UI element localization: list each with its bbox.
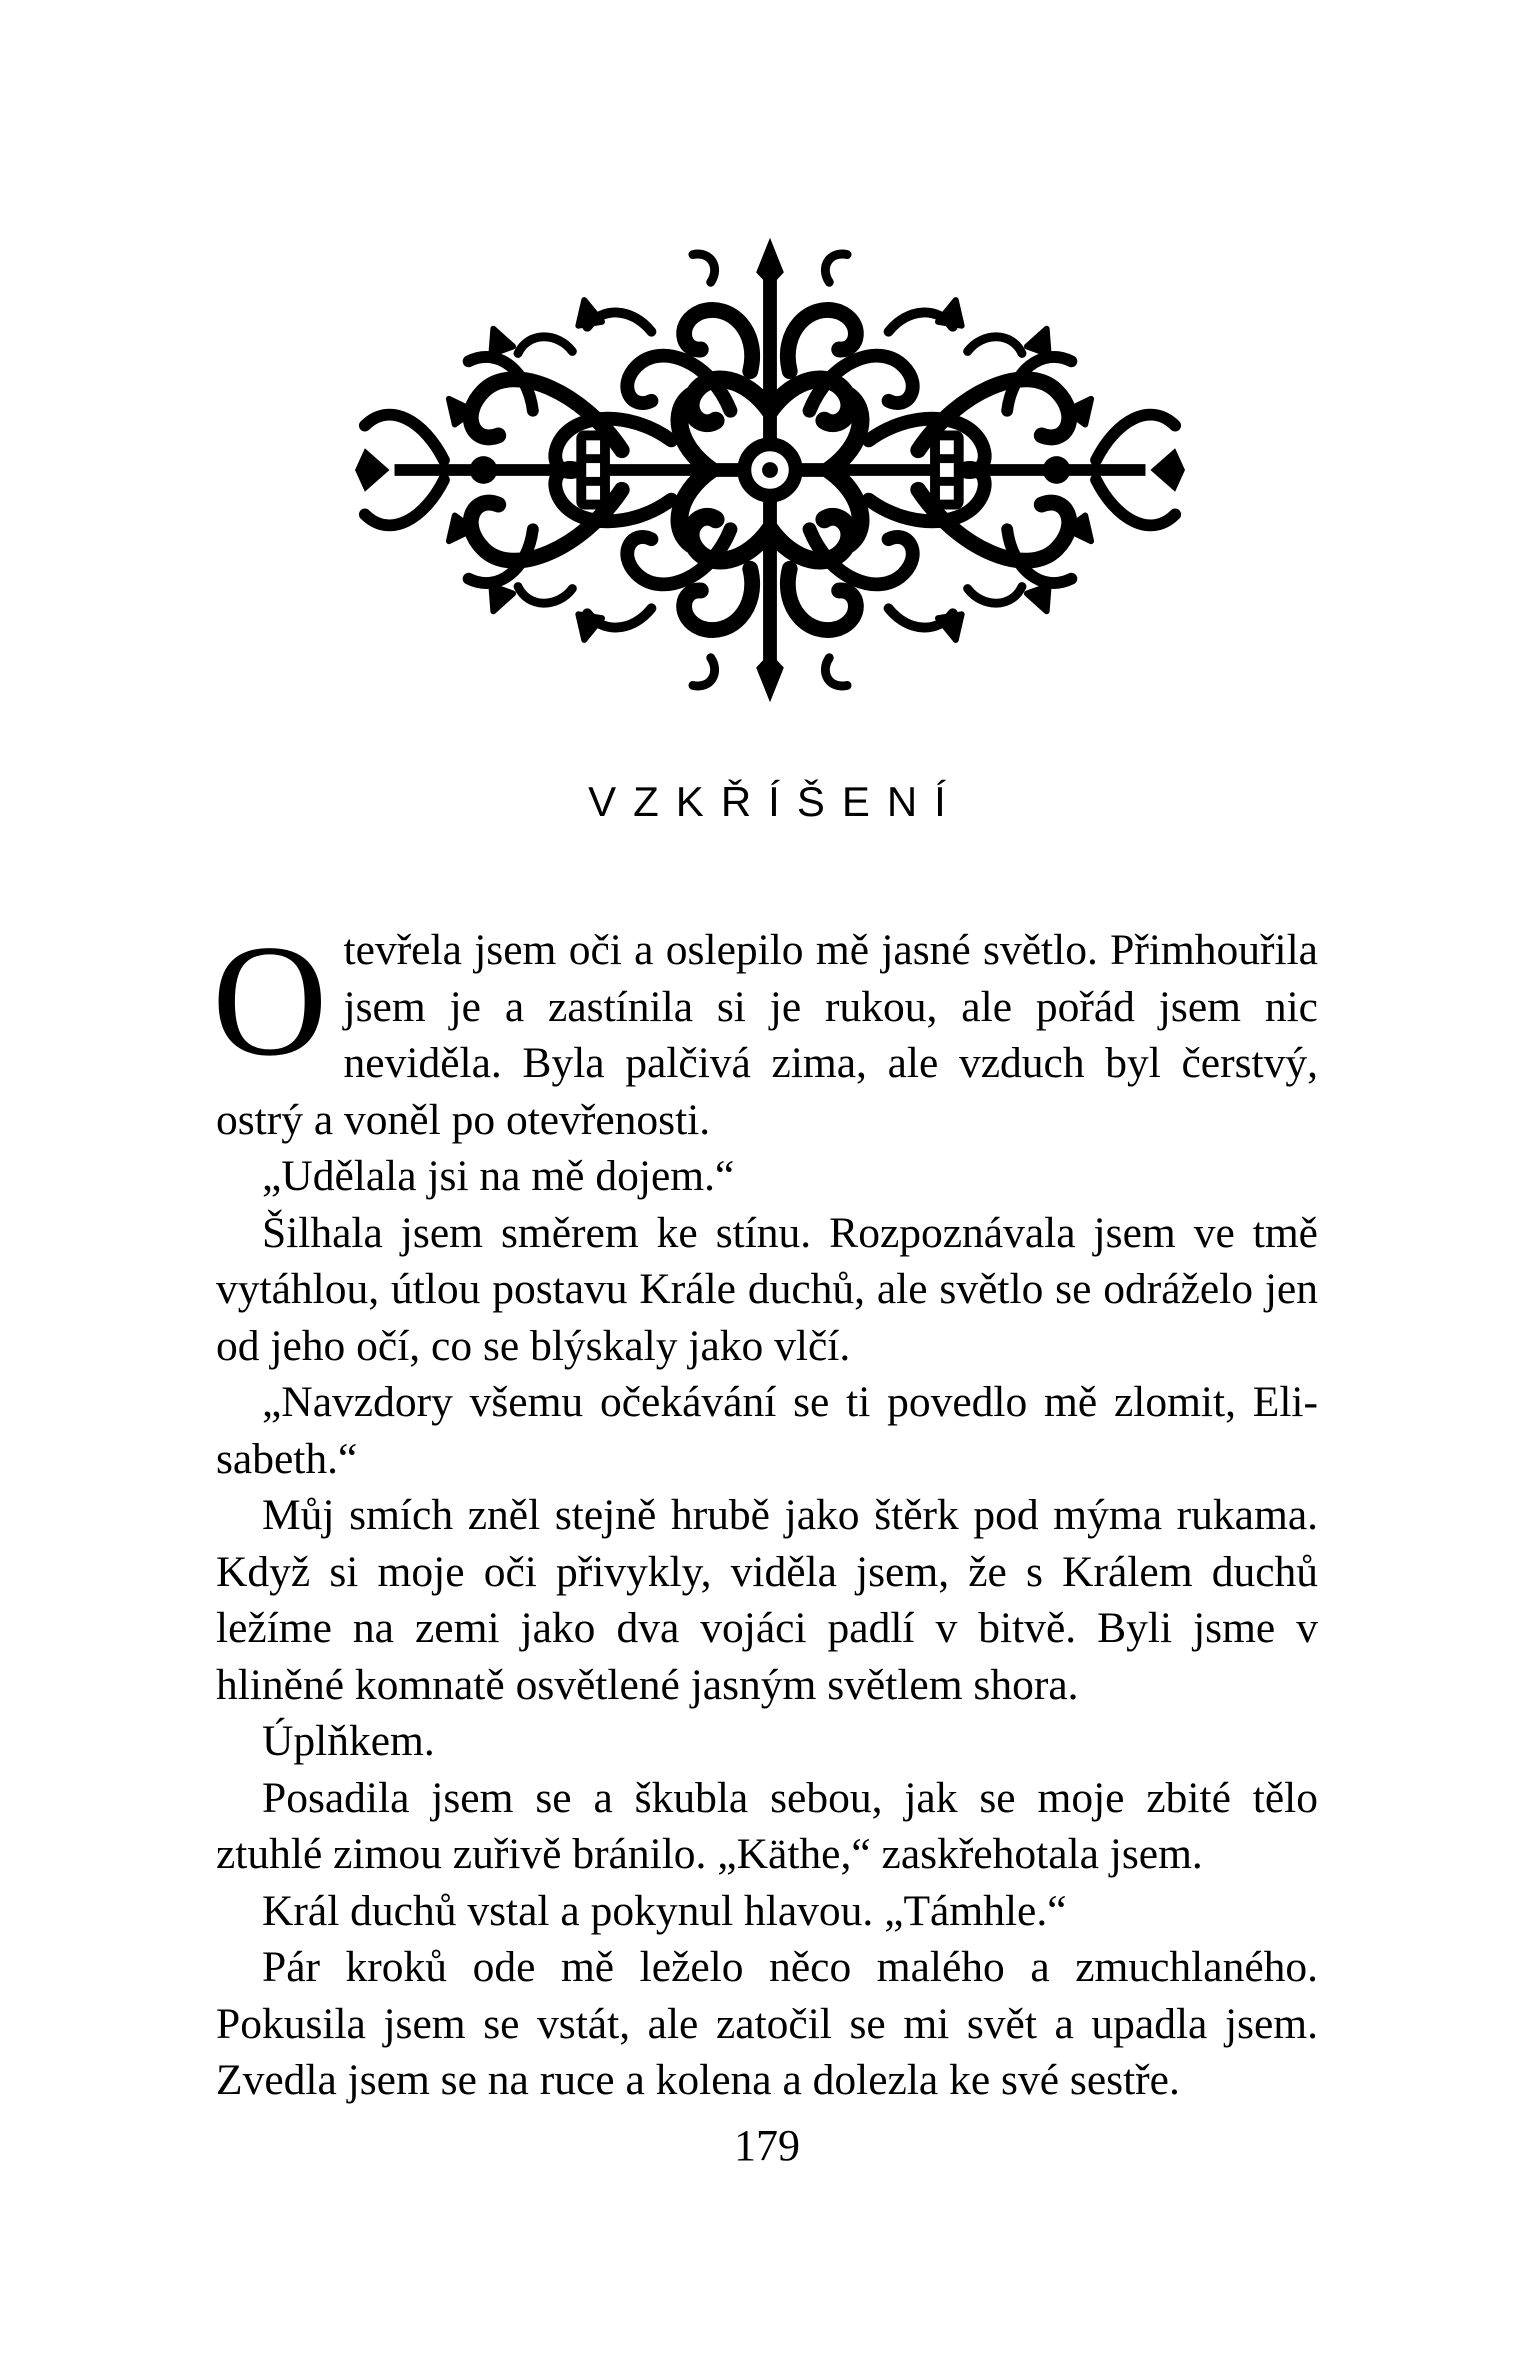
drop-cap: O xyxy=(212,911,328,1089)
body-text xyxy=(212,911,1318,2109)
paragraph-6: Úplňkem. xyxy=(262,1717,435,1765)
paragraph-1-text: tevřela jsem oči a oslepilo mě jasné světlo. Přimhouřila jsem je a zastínila si je rukou, ale pořád jsem nic neviděla. Byla palčivá zima, ale vzduch byl čerstvý, ostrý a voněl po otevřenosti. xyxy=(216,926,1318,1144)
paragraph-4: „Navzdory všemu očekávání se ti povedlo mě zlomit, Elisabeth.“ xyxy=(216,1378,1318,1483)
paragraph-5: Můj smích zněl stejně hrubě jako štěrk pod mýma rukama. Když si moje oči přivykly, viděla jsem, že s Králem duchů ležíme na zemi jako dva vojáci padlí v bitvě. Byli jsme v hliněné komnatě osvětlené jasným světlem shora. xyxy=(216,1491,1318,1709)
ornament-flourish-icon xyxy=(355,235,1185,705)
paragraph-7: Posadila jsem se a škubla sebou, jak se moje zbité tělo ztuhlé zimou zuřivě bránilo. „Käthe,“ zaskřehotala jsem. xyxy=(216,1773,1318,1878)
page-number: 179 xyxy=(734,2121,800,2170)
paragraph-9: Pár kroků ode mě leželo něco malého a zmuchlaného. Pokusila jsem se vstát, ale zatočil se mi svět a upadla jsem. Zvedla jsem se na ruce a kolena a dolezla ke své sestře. xyxy=(216,1943,1318,2104)
paragraph-8: Král duchů vstal a pokynul hlavou. „Támhle.“ xyxy=(262,1886,1067,1935)
paragraph-2: „Udělala jsi na mě dojem.“ xyxy=(262,1152,735,1200)
chapter-title: VZKŘÍŠENÍ xyxy=(588,778,963,825)
paragraph-3: Šilhala jsem směrem ke stínu. Rozpoznávala jsem ve tmě vytáhlou, útlou postavu Krále duchů, ale světlo se odráželo jen od jeho očí, co se blýskaly jako vlčí. xyxy=(216,1208,1318,1370)
paragraph-1 xyxy=(212,911,1318,1148)
